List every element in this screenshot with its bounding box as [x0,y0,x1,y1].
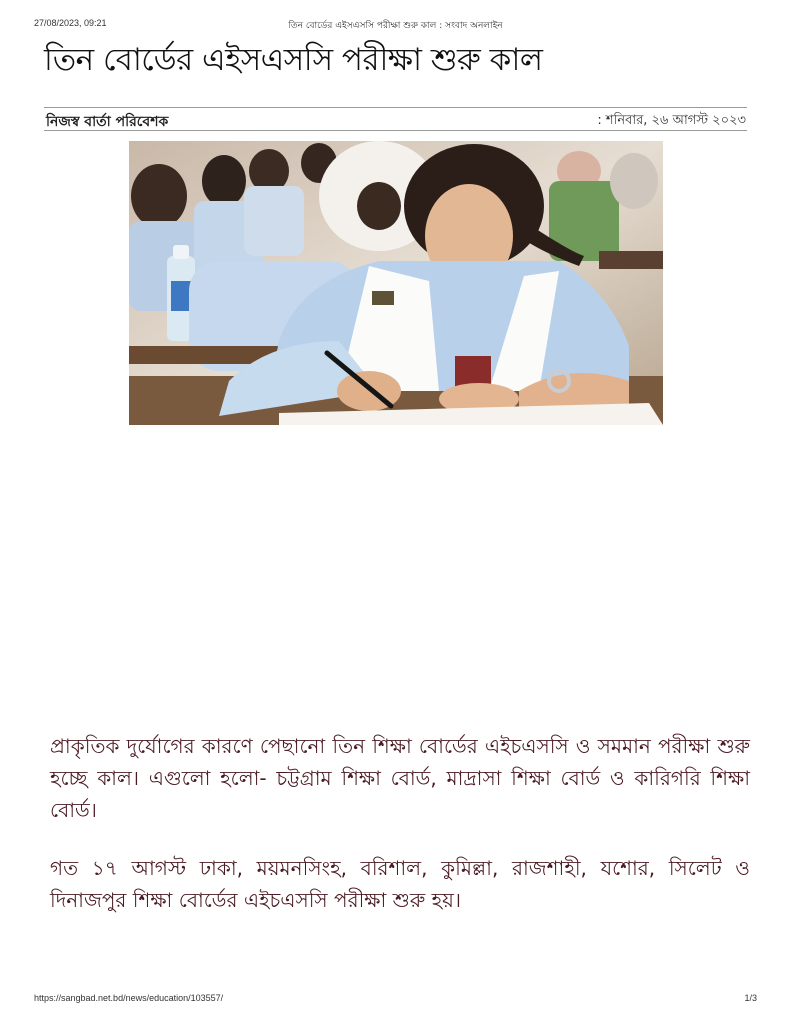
print-datetime: 27/08/2023, 09:21 [34,18,107,28]
exam-hall-photo [129,141,663,425]
article-author: নিজস্ব বার্তা পরিবেশক [46,114,169,130]
print-url: https://sangbad.net.bd/news/education/103557/ [34,993,224,1003]
divider-top [44,107,747,108]
article-title: তিন বোর্ডের এইসএসসি পরীক্ষা শুরু কাল [44,42,543,78]
article-photo [129,141,663,425]
print-page-number: 1/3 [744,993,757,1003]
article-date: : শনিবার, ২৬ আগস্ট ২০২৩ [597,113,746,128]
article-paragraph: প্রাকৃতিক দুর্যোগের কারণে পেছানো তিন শিক্ষা বোর্ডের এইচএসসি ও সমমান পরীক্ষা শুরু হচ্ছে কাল। এগুলো হলো- চট্টগ্রাম শিক্ষা বোর্ড, মাদ্রাসা শিক্ষা বোর্ড ও কারিগরি শিক্ষা বোর্ড। [50,734,750,822]
divider-bottom [44,130,747,131]
print-page-title: তিন বোর্ডের এইসএসসি পরীক্ষা শুরু কাল : সংবাদ অনলাইন [288,21,503,31]
article-paragraph: গত ১৭ আগস্ট ঢাকা, ময়মনসিংহ, বরিশাল, কুমিল্লা, রাজশাহী, যশোর, সিলেট ও দিনাজপুর শিক্ষা বোর্ডের এইচএসসি পরীক্ষা শুরু হয়। [50,856,750,912]
